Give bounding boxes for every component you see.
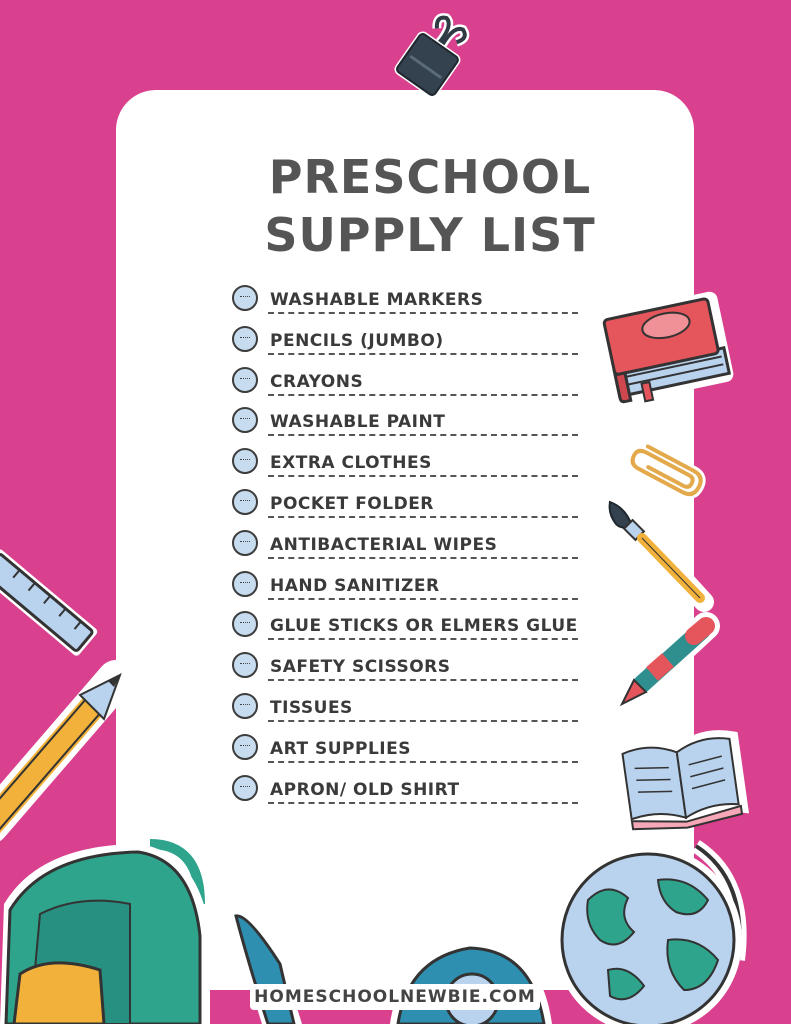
bullet-icon <box>232 734 258 760</box>
item-label: ART SUPPLIES <box>270 738 411 759</box>
pencil-icon <box>0 665 130 835</box>
item-label: CRAYONS <box>270 371 364 392</box>
item-label: HAND SANITIZER <box>270 575 440 596</box>
list-item <box>232 527 592 568</box>
bullet-icon <box>232 571 258 597</box>
list-item <box>232 486 592 527</box>
item-label: WASHABLE PAINT <box>270 412 446 433</box>
dashed-rule <box>268 598 578 600</box>
globe-icon <box>548 840 748 1024</box>
list-item <box>232 649 592 690</box>
binder-clip-icon <box>370 20 480 130</box>
bullet-icon <box>232 448 258 474</box>
dashed-rule <box>268 353 578 355</box>
bullet-icon <box>232 775 258 801</box>
item-label: EXTRA CLOTHES <box>270 453 432 474</box>
open-book-icon <box>616 718 746 833</box>
dashed-rule <box>268 475 578 477</box>
dashed-rule <box>268 394 578 396</box>
page-title-line1: PRESCHOOL <box>268 150 592 204</box>
dashed-rule <box>268 312 578 314</box>
dashed-rule <box>268 761 578 763</box>
paintbrush-icon <box>600 498 715 613</box>
bullet-icon <box>232 530 258 556</box>
list-item <box>232 772 592 813</box>
dashed-rule <box>268 516 578 518</box>
item-label: POCKET FOLDER <box>270 493 434 514</box>
list-item <box>232 731 592 772</box>
bullet-icon <box>232 693 258 719</box>
bullet-icon <box>232 367 258 393</box>
crayon-icon <box>612 612 717 712</box>
dashed-rule <box>268 720 578 722</box>
dashed-rule <box>268 802 578 804</box>
bullet-icon <box>232 326 258 352</box>
list-item <box>232 282 592 323</box>
bullet-icon <box>232 489 258 515</box>
item-label: GLUE STICKS OR ELMERS GLUE <box>270 616 578 637</box>
backpack-icon <box>0 824 220 1024</box>
dashed-rule <box>268 434 578 436</box>
item-label: APRON/ OLD SHIRT <box>270 779 460 800</box>
supply-list <box>232 282 592 812</box>
item-label: ANTIBACTERIAL WIPES <box>270 534 498 555</box>
list-item <box>232 568 592 609</box>
footer-url: HOMESCHOOLNEWBIE.COM <box>250 984 540 1010</box>
dashed-rule <box>268 638 578 640</box>
bullet-icon <box>232 611 258 637</box>
bullet-icon <box>232 652 258 678</box>
list-item <box>232 323 592 364</box>
item-label: SAFETY SCISSORS <box>270 657 451 678</box>
list-item <box>232 364 592 405</box>
page-title-line2: SUPPLY LIST <box>264 208 596 262</box>
dashed-rule <box>268 557 578 559</box>
list-item <box>232 445 592 486</box>
item-label: PENCILS (JUMBO) <box>270 330 444 351</box>
list-item <box>232 404 592 445</box>
book-icon <box>590 280 740 410</box>
item-label: WASHABLE MARKERS <box>270 290 484 310</box>
bullet-icon <box>232 285 258 311</box>
dashed-rule <box>268 679 578 681</box>
list-item <box>232 608 592 649</box>
list-item <box>232 690 592 731</box>
paperclip-icon <box>620 428 715 508</box>
item-label: TISSUES <box>270 697 353 718</box>
ruler-icon <box>0 548 90 668</box>
bullet-icon <box>232 407 258 433</box>
